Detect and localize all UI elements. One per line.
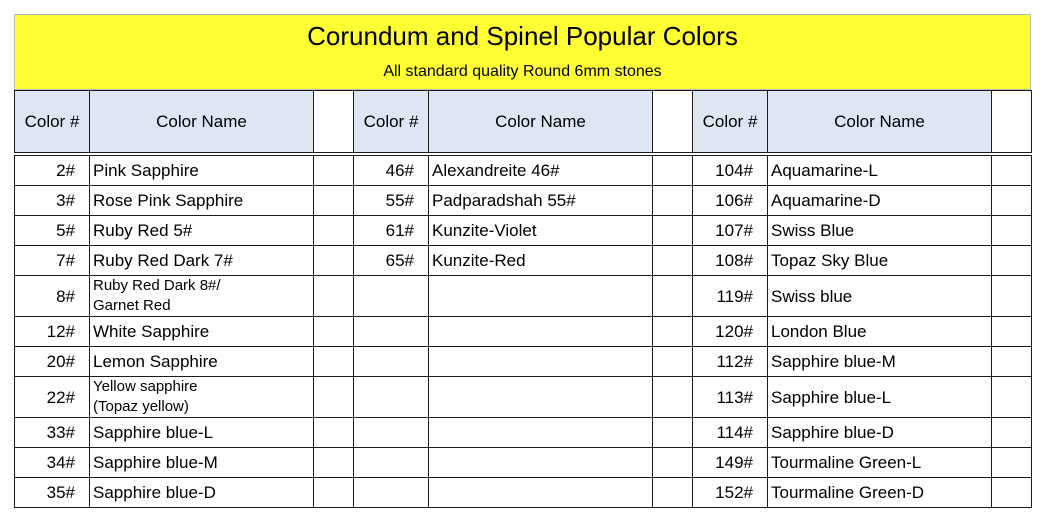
color-number	[354, 418, 429, 448]
color-number: 46#	[354, 156, 429, 186]
color-number	[354, 347, 429, 377]
table-row	[15, 448, 1032, 478]
page-title: Corundum and Spinel Popular Colors	[307, 21, 738, 51]
color-name: Kunzite-Red	[429, 246, 653, 276]
table-row	[15, 347, 1032, 377]
column-header-blank	[653, 91, 693, 153]
blank-cell	[653, 246, 693, 276]
color-name: Ruby Red 5#	[90, 216, 314, 246]
color-number: 107#	[693, 216, 768, 246]
blank-cell	[992, 246, 1032, 276]
blank-cell	[653, 276, 693, 317]
blank-cell	[992, 317, 1032, 347]
blank-cell	[992, 186, 1032, 216]
color-name: Swiss blue	[768, 276, 992, 317]
blank-cell	[992, 478, 1032, 508]
color-name	[429, 317, 653, 347]
column-header-blank	[314, 91, 354, 153]
header-row	[15, 91, 1032, 153]
color-number: 12#	[15, 317, 90, 347]
blank-cell	[653, 478, 693, 508]
column-header-name: Color Name	[429, 91, 653, 153]
color-name	[429, 347, 653, 377]
color-number	[354, 276, 429, 317]
blank-cell	[314, 186, 354, 216]
blank-cell	[992, 377, 1032, 418]
color-name-line: Ruby Red Dark 8#/	[93, 277, 221, 294]
column-header-name: Color Name	[90, 91, 314, 153]
blank-cell	[992, 418, 1032, 448]
column-header-number: Color #	[693, 91, 768, 153]
color-number: 114#	[693, 418, 768, 448]
color-number	[354, 377, 429, 418]
blank-cell	[992, 216, 1032, 246]
color-number: 35#	[15, 478, 90, 508]
color-name: Tourmaline Green-L	[768, 448, 992, 478]
blank-cell	[314, 418, 354, 448]
color-number: 22#	[15, 377, 90, 418]
color-name: Ruby Red Dark 7#	[90, 246, 314, 276]
color-name-line: (Topaz yellow)	[93, 398, 189, 415]
color-name: Kunzite-Violet	[429, 216, 653, 246]
blank-cell	[314, 246, 354, 276]
blank-cell	[314, 448, 354, 478]
blank-cell	[314, 478, 354, 508]
table-row	[15, 276, 1032, 317]
table-row	[15, 478, 1032, 508]
color-name: Sapphire blue-M	[90, 448, 314, 478]
blank-cell	[314, 216, 354, 246]
column-header-number: Color #	[15, 91, 90, 153]
color-name: Sapphire blue-M	[768, 347, 992, 377]
color-name	[90, 377, 314, 418]
color-number: 119#	[693, 276, 768, 317]
blank-cell	[653, 216, 693, 246]
table-row	[15, 377, 1032, 418]
blank-cell	[653, 186, 693, 216]
color-name	[429, 478, 653, 508]
table-row	[15, 317, 1032, 347]
color-number: 55#	[354, 186, 429, 216]
color-name: Tourmaline Green-D	[768, 478, 992, 508]
title-banner	[14, 14, 1031, 90]
color-number: 7#	[15, 246, 90, 276]
color-name	[429, 418, 653, 448]
color-number: 149#	[693, 448, 768, 478]
blank-cell	[314, 377, 354, 418]
color-name: Sapphire blue-D	[768, 418, 992, 448]
color-name: Topaz Sky Blue	[768, 246, 992, 276]
color-number	[354, 478, 429, 508]
color-name: Sapphire blue-D	[90, 478, 314, 508]
color-name: Aquamarine-L	[768, 156, 992, 186]
blank-cell	[992, 276, 1032, 317]
color-number	[354, 317, 429, 347]
table-row	[15, 418, 1032, 448]
color-number: 65#	[354, 246, 429, 276]
color-name-line: Garnet Red	[93, 297, 171, 314]
blank-cell	[653, 418, 693, 448]
color-name-line: Yellow sapphire	[93, 378, 198, 395]
color-number: 20#	[15, 347, 90, 377]
page-subtitle: All standard quality Round 6mm stones	[383, 63, 662, 80]
color-number: 120#	[693, 317, 768, 347]
blank-cell	[653, 156, 693, 186]
color-name: Sapphire blue-L	[90, 418, 314, 448]
blank-cell	[653, 317, 693, 347]
color-name: Aquamarine-D	[768, 186, 992, 216]
color-name: White Sapphire	[90, 317, 314, 347]
color-name: Sapphire blue-L	[768, 377, 992, 418]
blank-cell	[314, 156, 354, 186]
blank-cell	[653, 377, 693, 418]
color-name	[429, 377, 653, 418]
color-number: 61#	[354, 216, 429, 246]
column-header-name: Color Name	[768, 91, 992, 153]
blank-cell	[314, 317, 354, 347]
color-name: Swiss Blue	[768, 216, 992, 246]
color-number: 108#	[693, 246, 768, 276]
color-number: 8#	[15, 276, 90, 317]
color-number: 5#	[15, 216, 90, 246]
blank-cell	[992, 347, 1032, 377]
blank-cell	[314, 347, 354, 377]
color-name: Pink Sapphire	[90, 156, 314, 186]
color-number: 34#	[15, 448, 90, 478]
blank-cell	[992, 156, 1032, 186]
color-number: 33#	[15, 418, 90, 448]
color-name	[429, 448, 653, 478]
color-name	[90, 276, 314, 317]
table-row	[15, 186, 1032, 216]
color-name: Alexandreite 46#	[429, 156, 653, 186]
color-name	[429, 276, 653, 317]
table-row	[15, 216, 1032, 246]
color-number: 2#	[15, 156, 90, 186]
color-number: 152#	[693, 478, 768, 508]
color-name: London Blue	[768, 317, 992, 347]
color-name: Padparadshah 55#	[429, 186, 653, 216]
color-number: 3#	[15, 186, 90, 216]
table-row	[15, 156, 1032, 186]
color-table	[14, 90, 1032, 508]
color-number: 104#	[693, 156, 768, 186]
color-number: 112#	[693, 347, 768, 377]
column-header-number: Color #	[354, 91, 429, 153]
column-header-blank	[992, 91, 1032, 153]
blank-cell	[653, 347, 693, 377]
color-number: 106#	[693, 186, 768, 216]
blank-cell	[653, 448, 693, 478]
color-name: Rose Pink Sapphire	[90, 186, 314, 216]
blank-cell	[992, 448, 1032, 478]
table-row	[15, 246, 1032, 276]
color-name: Lemon Sapphire	[90, 347, 314, 377]
color-number: 113#	[693, 377, 768, 418]
color-number	[354, 448, 429, 478]
blank-cell	[314, 276, 354, 317]
